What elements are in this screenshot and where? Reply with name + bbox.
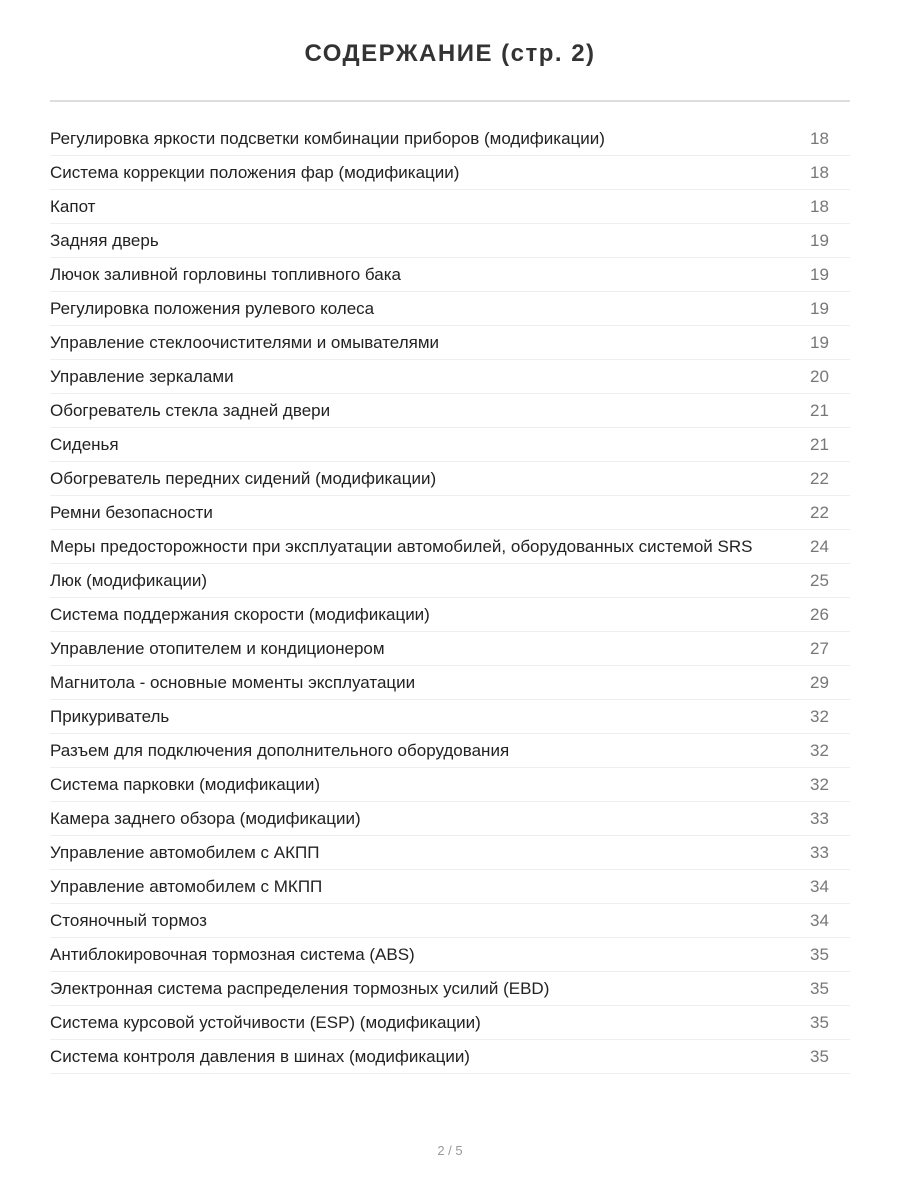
toc-entry-page-number: 19 — [810, 299, 829, 318]
toc-entry-page-number: 32 — [810, 775, 829, 794]
toc-entry[interactable] — [50, 190, 850, 224]
toc-entry-title: Камера заднего обзора (модификации) — [50, 809, 361, 828]
toc-entry-page-number: 35 — [810, 1013, 829, 1032]
toc-entry[interactable] — [50, 428, 850, 462]
toc-entry[interactable] — [50, 666, 850, 700]
toc-entry[interactable] — [50, 564, 850, 598]
toc-entry-page-number: 19 — [810, 333, 829, 352]
toc-entry-page-number: 25 — [810, 571, 829, 590]
toc-entry-title: Регулировка яркости подсветки комбинации приборов (модификации) — [50, 129, 605, 148]
toc-entry-title: Сиденья — [50, 435, 119, 454]
toc-entry-title: Капот — [50, 197, 96, 216]
toc-entry-title: Управление зеркалами — [50, 367, 234, 386]
toc-entry[interactable] — [50, 224, 850, 258]
toc-entry[interactable] — [50, 496, 850, 530]
toc-entry-page-number: 29 — [810, 673, 829, 692]
toc-entry-title: Прикуриватель — [50, 707, 170, 726]
toc-entry-title: Ремни безопасности — [50, 503, 213, 522]
toc-entry[interactable] — [50, 802, 850, 836]
toc-entry-title: Система коррекции положения фар (модификации) — [50, 163, 460, 182]
toc-entry[interactable] — [50, 360, 850, 394]
toc-entry-title: Управление стеклоочистителями и омывателями — [50, 333, 439, 352]
toc-entry[interactable] — [50, 938, 850, 972]
toc-entry-page-number: 33 — [810, 843, 829, 862]
toc-entry-title: Меры предосторожности при эксплуатации автомобилей, оборудованных системой SRS — [50, 537, 753, 556]
toc-entry-page-number: 21 — [810, 401, 829, 420]
toc-entry[interactable] — [50, 1040, 850, 1074]
toc-entry-title: Лючок заливной горловины топливного бака — [50, 265, 401, 284]
toc-entry[interactable] — [50, 530, 850, 564]
toc-entry-title: Регулировка положения рулевого колеса — [50, 299, 375, 318]
toc-entry-page-number: 26 — [810, 605, 829, 624]
toc-entry-title: Система парковки (модификации) — [50, 775, 321, 794]
toc-entry[interactable] — [50, 836, 850, 870]
toc-entry-title: Система контроля давления в шинах (модификации) — [50, 1047, 470, 1066]
toc-entry[interactable] — [50, 462, 850, 496]
document-page — [50, 0, 850, 1074]
page-title: СОДЕРЖАНИЕ (стр. 2) — [304, 40, 596, 67]
toc-entry-title: Система курсовой устойчивости (ESP) (модификации) — [50, 1013, 481, 1032]
toc-entry[interactable] — [50, 870, 850, 904]
toc-entry-title: Разъем для подключения дополнительного оборудования — [50, 741, 510, 760]
toc-entry-page-number: 35 — [810, 945, 829, 964]
toc-entry-page-number: 18 — [810, 197, 829, 216]
toc-entry[interactable] — [50, 326, 850, 360]
toc-entry-page-number: 19 — [810, 265, 829, 284]
toc-entry-title: Обогреватель передних сидений (модификации) — [50, 469, 437, 488]
toc-entry-title: Магнитола - основные моменты эксплуатации — [50, 673, 416, 692]
toc-entry[interactable] — [50, 156, 850, 190]
page-indicator: 2 / 5 — [437, 1143, 463, 1158]
toc-entry-title: Система поддержания скорости (модификации) — [50, 605, 430, 624]
toc-entry-title: Электронная система распределения тормозных усилий (EBD) — [50, 979, 550, 998]
title-divider — [50, 100, 850, 102]
toc-entry[interactable] — [50, 768, 850, 802]
toc-entry[interactable] — [50, 122, 850, 156]
toc-entry-title: Управление отопителем и кондиционером — [50, 639, 385, 658]
toc-entry[interactable] — [50, 258, 850, 292]
toc-entry-page-number: 22 — [810, 503, 829, 522]
toc-entry-page-number: 34 — [810, 911, 829, 930]
toc-entry-page-number: 32 — [810, 707, 829, 726]
toc-entry-page-number: 33 — [810, 809, 829, 828]
toc-entry-title: Задняя дверь — [50, 231, 159, 250]
toc-entry-title: Управление автомобилем с МКПП — [50, 877, 323, 896]
toc-entry[interactable] — [50, 700, 850, 734]
toc-entry-page-number: 21 — [810, 435, 829, 454]
toc-entry-page-number: 20 — [810, 367, 829, 386]
toc-entry[interactable] — [50, 904, 850, 938]
toc-entry[interactable] — [50, 394, 850, 428]
toc-entry[interactable] — [50, 1006, 850, 1040]
toc-entry-page-number: 24 — [810, 537, 829, 556]
toc-entry-title: Антиблокировочная тормозная система (ABS) — [50, 945, 415, 964]
toc-entry-page-number: 35 — [810, 1047, 829, 1066]
toc-entry[interactable] — [50, 632, 850, 666]
toc-entry-page-number: 22 — [810, 469, 829, 488]
toc-list — [50, 122, 850, 1074]
toc-entry-title: Управление автомобилем с АКПП — [50, 843, 320, 862]
toc-entry-page-number: 35 — [810, 979, 829, 998]
toc-entry[interactable] — [50, 292, 850, 326]
toc-entry-page-number: 27 — [810, 639, 829, 658]
toc-entry-title: Стояночный тормоз — [50, 911, 207, 930]
toc-entry-page-number: 18 — [810, 129, 829, 148]
toc-entry-page-number: 18 — [810, 163, 829, 182]
toc-entry-page-number: 34 — [810, 877, 829, 896]
toc-entry[interactable] — [50, 598, 850, 632]
toc-entry-page-number: 19 — [810, 231, 829, 250]
toc-entry[interactable] — [50, 734, 850, 768]
toc-entry[interactable] — [50, 972, 850, 1006]
toc-entry-title: Люк (модификации) — [50, 571, 208, 590]
toc-entry-page-number: 32 — [810, 741, 829, 760]
toc-entry-title: Обогреватель стекла задней двери — [50, 401, 331, 420]
